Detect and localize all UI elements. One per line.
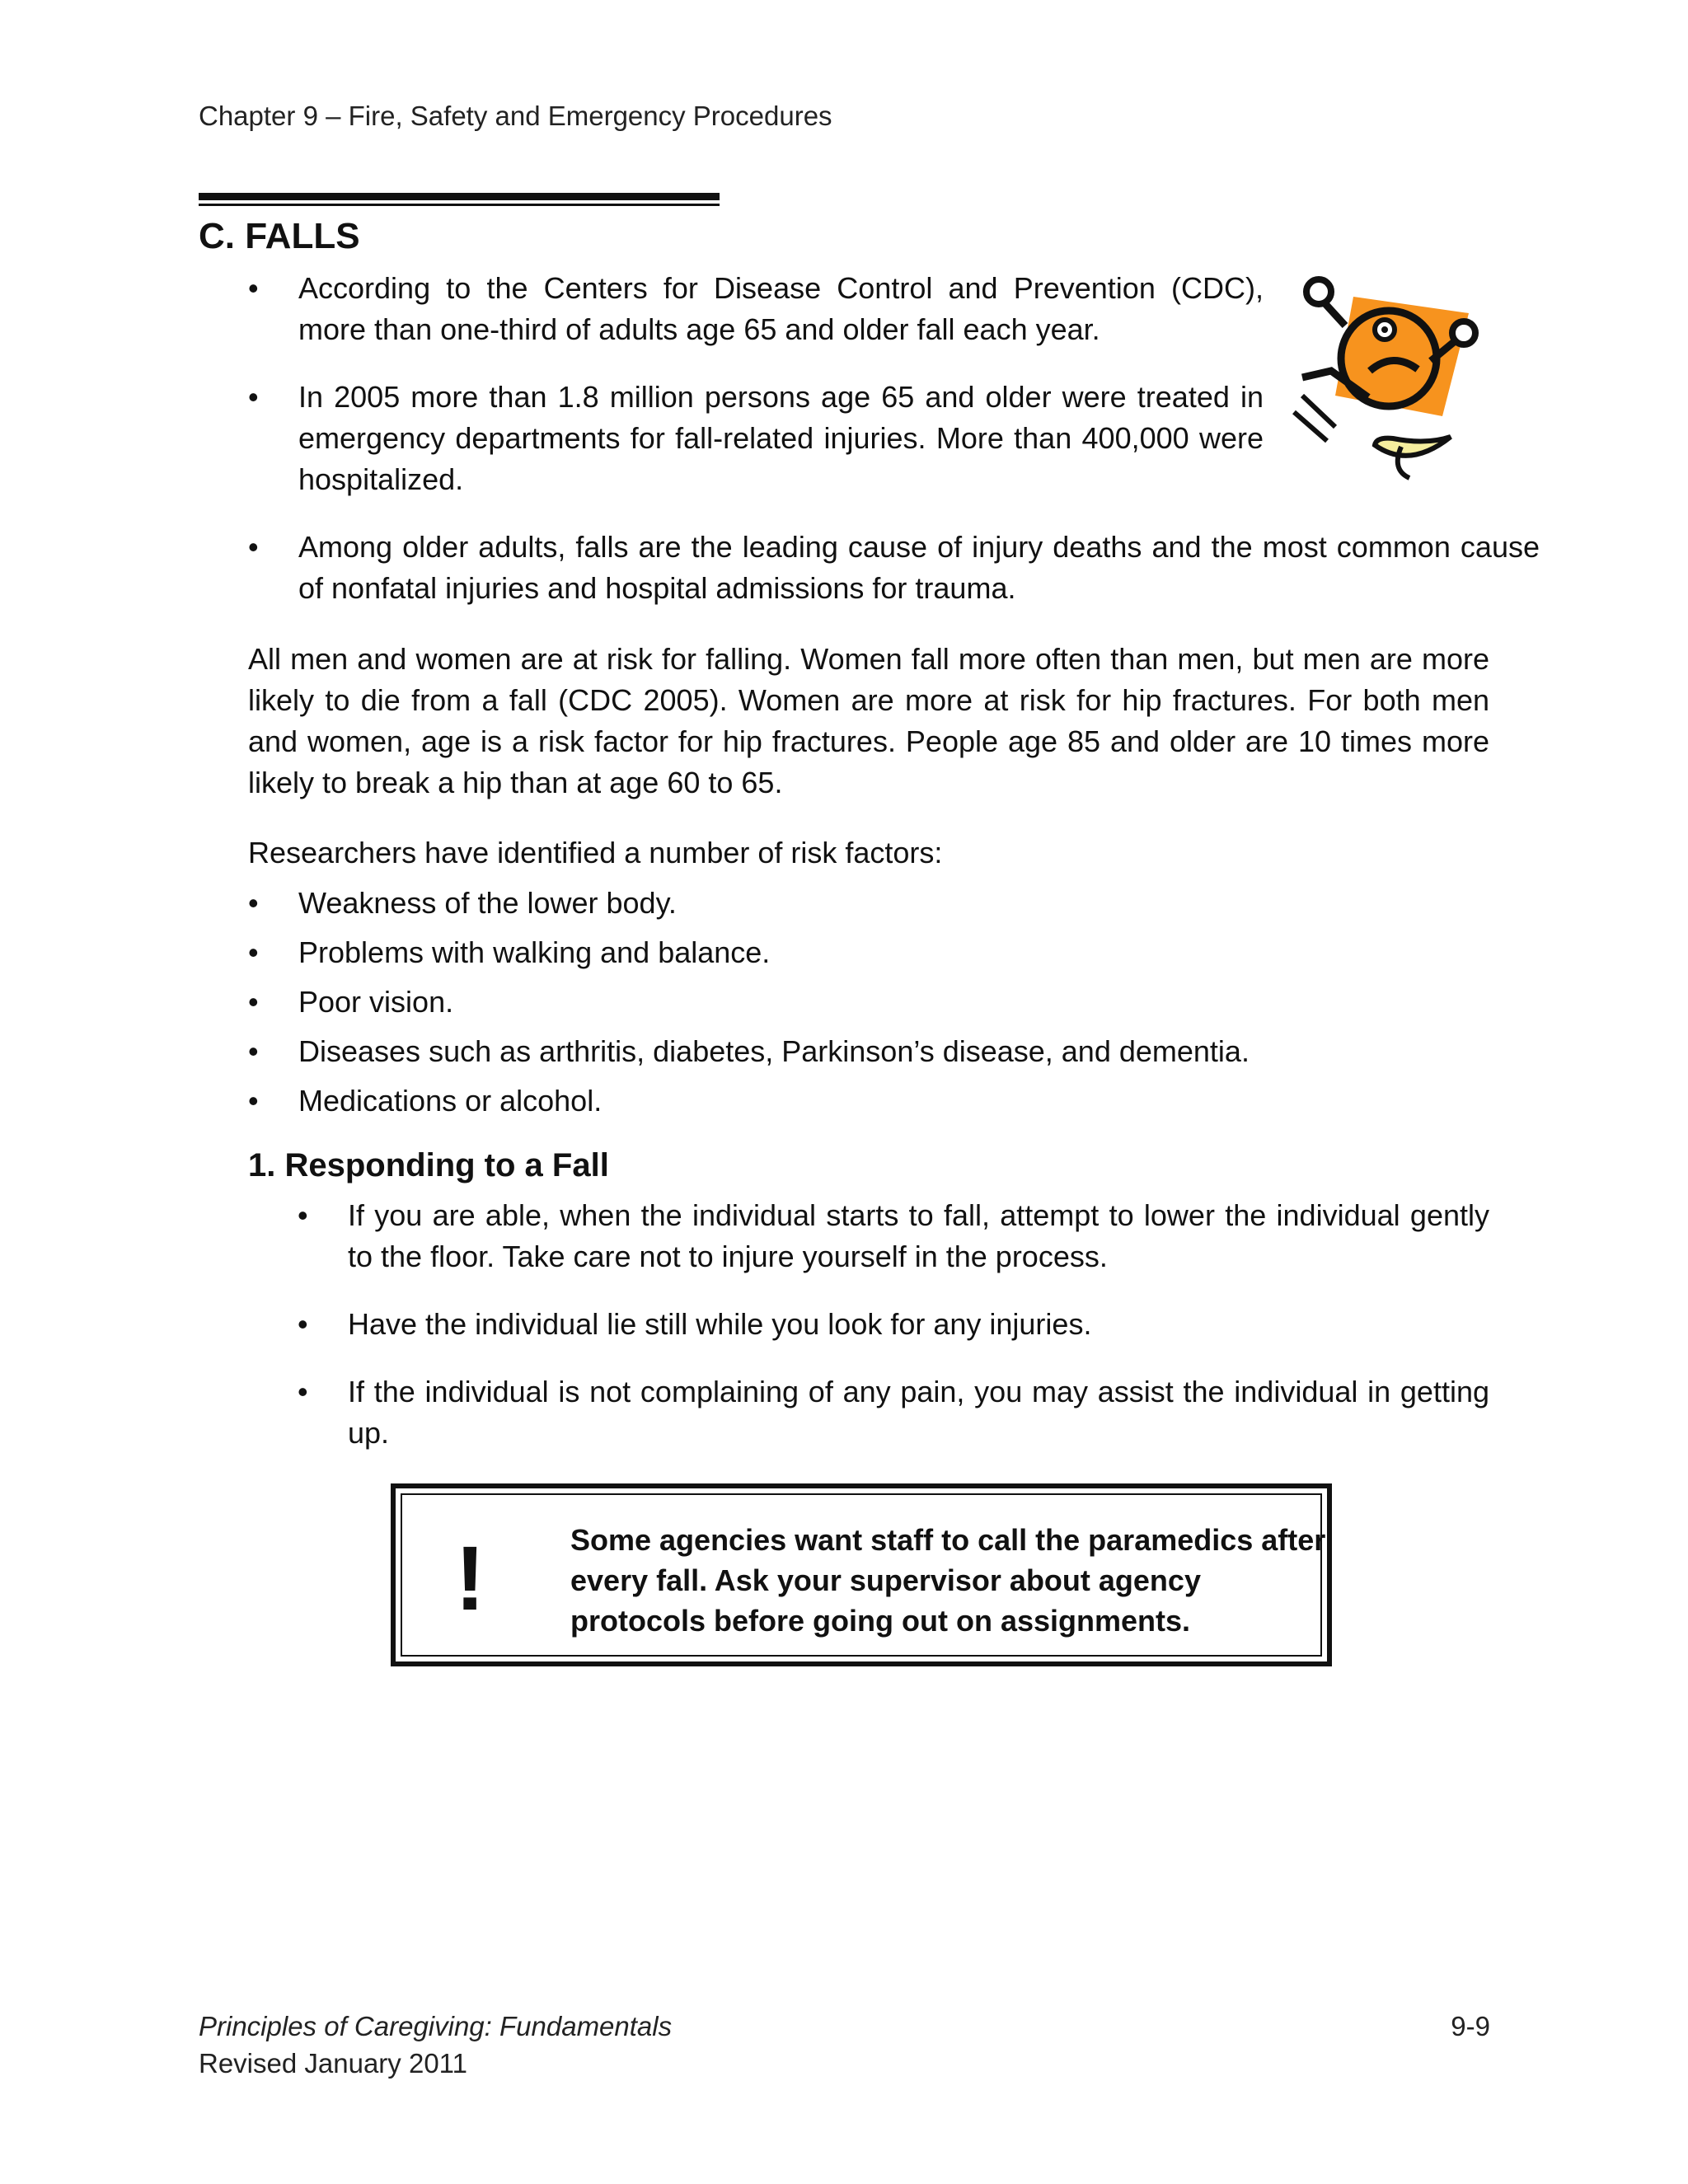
list-item-text: If you are able, when the individual starts to fall, attempt to lower the individual gently to the floor. Take care not to injure yourself in the process. xyxy=(348,1198,1489,1273)
list-item xyxy=(298,1371,1489,1454)
list-item xyxy=(298,1195,1489,1277)
falling-person-icon xyxy=(1286,272,1492,494)
notice-text: Some agencies want staff to call the paramedics after every fall. Ask your supervisor about agency protocols before going out on assignments. xyxy=(570,1523,1326,1638)
notice-box xyxy=(391,1483,1332,1666)
risk-factors-intro: Researchers have identified a number of risk factors: xyxy=(248,836,943,869)
list-item-text: Poor vision. xyxy=(298,985,454,1019)
footer-revised-date: Revised January 2011 xyxy=(199,2048,467,2079)
bullet-icon: • xyxy=(298,1198,308,1232)
illustration-hand-left xyxy=(1306,279,1331,304)
illustration-motion-lines xyxy=(1294,396,1335,441)
running-header: Chapter 9 – Fire, Safety and Emergency Procedures xyxy=(199,101,832,131)
bullet-icon: • xyxy=(248,935,259,969)
list-item xyxy=(248,527,1540,609)
bullet-icon: • xyxy=(248,271,259,305)
section-rule xyxy=(199,193,720,200)
bullet-icon: • xyxy=(248,530,259,564)
bullet-icon: • xyxy=(248,886,259,920)
section-rule-thin xyxy=(199,204,720,206)
list-item xyxy=(248,268,1264,350)
list-item-text: According to the Centers for Disease Control and Prevention (CDC), more than one-third of adults age 65 and older fall each year. xyxy=(298,271,1264,346)
bullet-icon: • xyxy=(248,1084,259,1118)
notice-inner-border xyxy=(401,1493,1326,1657)
list-item xyxy=(248,977,1489,1027)
list-item-text: Among older adults, falls are the leading cause of injury deaths and the most common cause of nonfatal injuries and hospital admissions for trauma. xyxy=(298,530,1540,605)
footer-book-title: Principles of Caregiving: Fundamentals xyxy=(199,2011,673,2041)
subsection-title: 1. Responding to a Fall xyxy=(248,1147,609,1183)
list-item xyxy=(298,1304,1489,1345)
bullet-icon: • xyxy=(248,985,259,1019)
illustration-pupil xyxy=(1381,326,1388,333)
list-item-text: Diseases such as arthritis, diabetes, Parkinson’s disease, and dementia. xyxy=(298,1034,1250,1068)
list-item-text: Have the individual lie still while you look for any injuries. xyxy=(348,1307,1092,1341)
list-item xyxy=(248,377,1264,500)
list-item xyxy=(248,879,1489,928)
bullet-icon: • xyxy=(248,1034,259,1068)
page-number: 9-9 xyxy=(1451,2011,1490,2041)
list-item-text: Weakness of the lower body. xyxy=(298,886,677,920)
list-item xyxy=(248,928,1489,977)
list-item-text: Medications or alcohol. xyxy=(298,1084,603,1118)
list-item-text: If the individual is not complaining of any pain, you may assist the individual in getting up. xyxy=(348,1375,1489,1450)
illustration-hand-right xyxy=(1452,321,1475,344)
banana-peel-icon xyxy=(1375,437,1451,456)
list-item-text: Problems with walking and balance. xyxy=(298,935,771,969)
exclamation-icon: ! xyxy=(455,1528,485,1629)
intro-bullet-list xyxy=(248,268,1540,609)
risk-factor-list xyxy=(248,879,1489,1126)
risk-paragraph: All men and women are at risk for falling. Women fall more often than men, but men are more likely to die from a fall (CDC 2005). Women are more at risk for hip fractures. For both men and women, age is a risk factor for hip fractures. People age 85 and older are 10 times more likely to break a hip than at age 60 to 65. xyxy=(248,642,1489,799)
bullet-icon: • xyxy=(248,380,259,414)
list-item-text: In 2005 more than 1.8 million persons age 65 and older were treated in emergency departments for fall-related injuries. More than 400,000 were hospitalized. xyxy=(298,380,1264,496)
bullet-icon: • xyxy=(298,1307,308,1341)
list-item xyxy=(248,1076,1489,1126)
bullet-icon: • xyxy=(298,1375,308,1408)
responding-bullet-list xyxy=(298,1195,1489,1480)
list-item xyxy=(248,1027,1489,1076)
section-title: C. FALLS xyxy=(199,216,360,256)
